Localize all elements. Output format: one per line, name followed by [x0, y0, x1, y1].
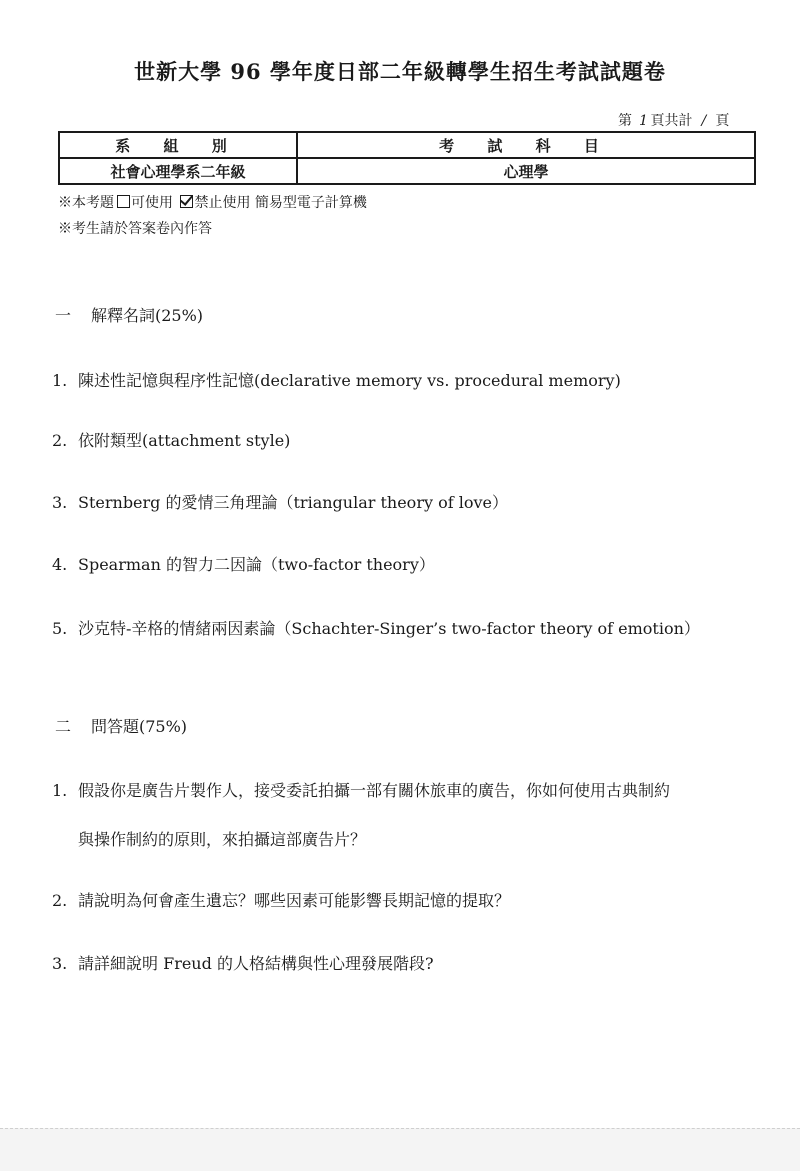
exam-title: 世新大學 96 學年度日部二年級轉學生招生考試試題卷 [134, 59, 666, 84]
subject-value: 心理學 [297, 158, 755, 184]
info-table-header-row [59, 132, 755, 158]
department-value: 社會心理學系二年級 [59, 158, 297, 184]
answer-sheet-notice: ※考生請於答案卷內作答 [58, 221, 212, 237]
section-one-item: 4. Spearman 的智力二因論（two-factor theory） [52, 555, 435, 574]
page-count-prefix: 第 [618, 113, 632, 129]
page-count [618, 110, 729, 130]
section-one-item: 1. 陳述性記憶與程序性記憶(declarative memory vs. procedural memory) [52, 371, 621, 390]
page-number: 1 [638, 113, 648, 129]
section-two-title: 問答題(75%) [91, 717, 188, 736]
forbidden-checkbox [180, 195, 193, 208]
calculator-notice-prefix: ※本考題 [58, 195, 114, 211]
section-two-item-continuation: 與操作制約的原則，來拍攝這部廣告片？ [78, 830, 367, 849]
section-one-item: 5. 沙克特-辛格的情緒兩因素論（Schachter-Singer’s two-factor theory of emotion） [52, 619, 700, 638]
allowed-label: 可使用 [131, 195, 173, 211]
calculator-notice-suffix: 簡易型電子計算機 [254, 195, 367, 211]
page-count-middle: 頁共計 [650, 113, 693, 129]
section-two-marker: 二 [55, 717, 72, 736]
section-two-heading [55, 714, 187, 737]
exam-info-table [58, 131, 756, 185]
section-one-item: 3. Sternberg 的愛情三角理論（triangular theory of love） [52, 493, 508, 512]
section-one-marker: 一 [55, 306, 72, 325]
section-two-item: 3. 請詳細說明 Freud 的人格結構與性心理發展階段? [52, 954, 434, 973]
calculator-notice [58, 192, 367, 212]
section-one-heading [55, 303, 203, 326]
total-pages: / [701, 113, 707, 129]
department-header: 系 組 別 [59, 132, 297, 158]
info-table-value-row [59, 158, 755, 184]
page-bottom-edge [0, 1128, 800, 1171]
section-one-item: 2. 依附類型(attachment style) [52, 431, 291, 450]
section-two-item: 2. 請說明為何會產生遺忘？哪些因素可能影響長期記憶的提取？ [52, 891, 511, 910]
section-one-title: 解釋名詞(25%) [91, 306, 204, 325]
section-two-item: 1. 假設你是廣告片製作人，接受委託拍攝一部有關休旅車的廣告，你如何使用古典制約 [52, 781, 671, 800]
subject-header: 考 試 科 目 [297, 132, 755, 158]
page-count-suffix: 頁 [715, 113, 730, 129]
allowed-checkbox [117, 195, 130, 208]
forbidden-label: 禁止使用 [194, 195, 251, 211]
